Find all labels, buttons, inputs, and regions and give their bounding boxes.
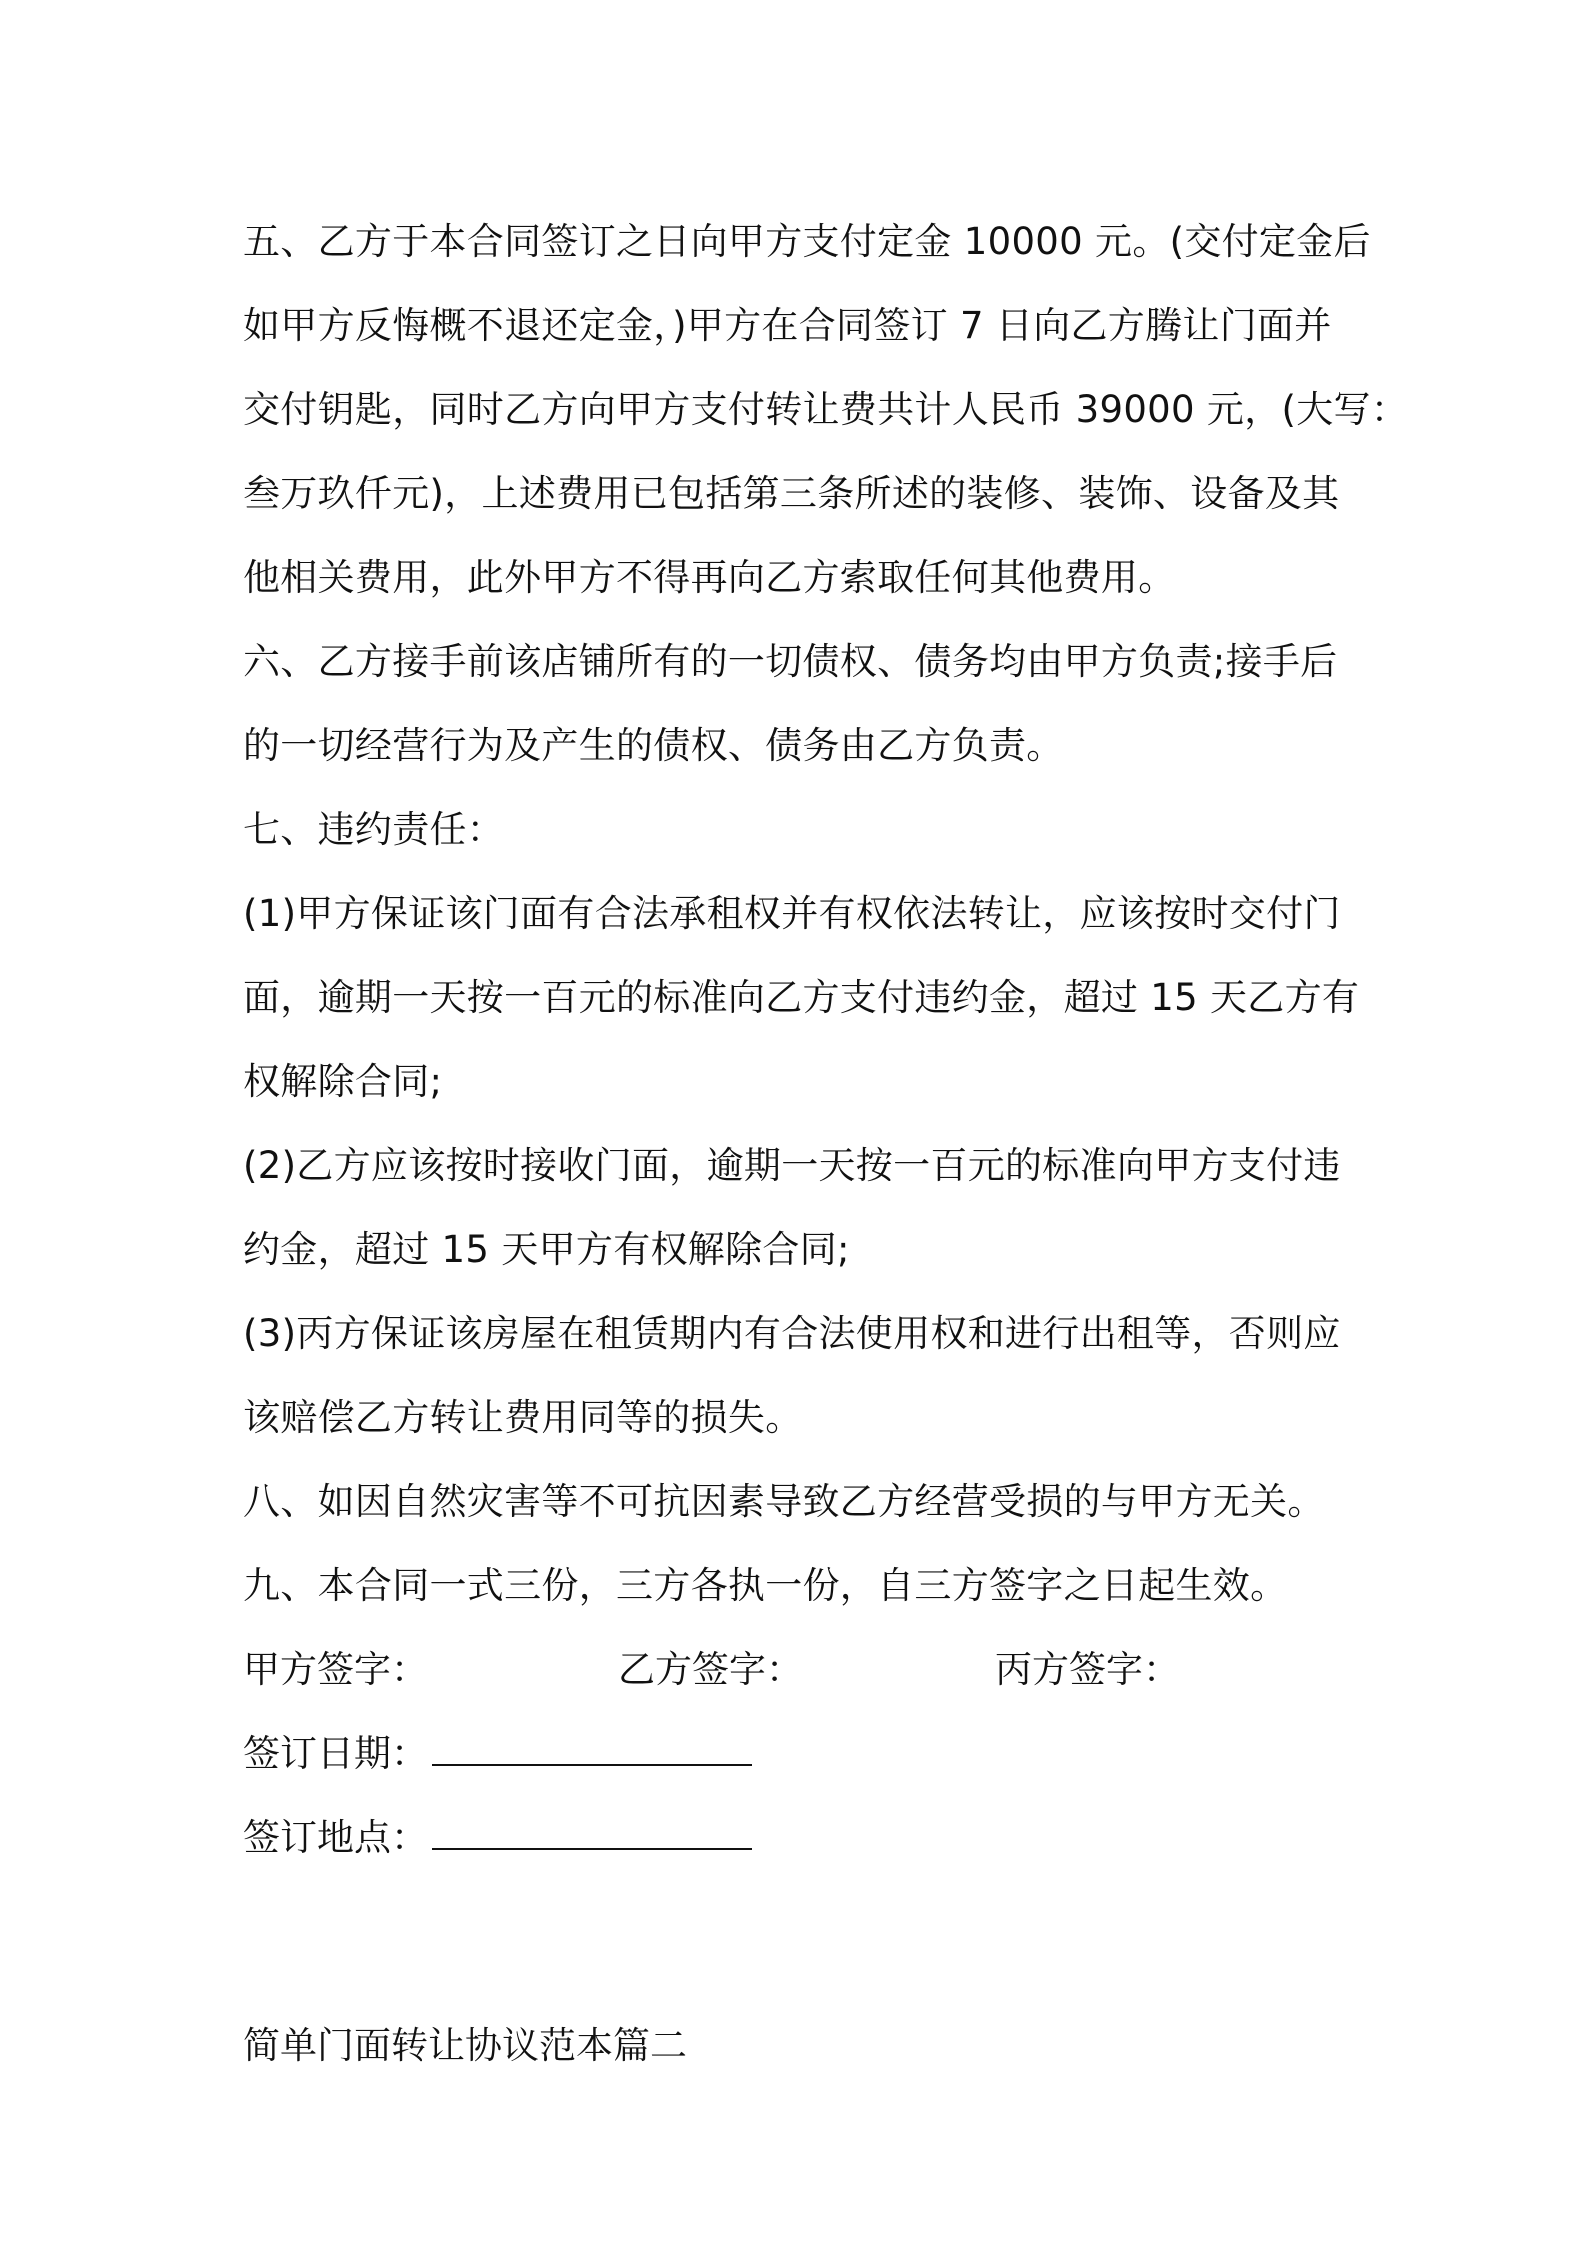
- signing-place-blank-line: [432, 1818, 752, 1850]
- clause-9: [243, 1544, 1353, 1628]
- signing-date-label: 签订日期：: [243, 1732, 428, 1775]
- text-line: 权解除合同;: [243, 1060, 443, 1103]
- party-c-signature-label: 丙方签字：: [995, 1648, 1180, 1691]
- party-a-signature-label: 甲方签字：: [243, 1648, 428, 1691]
- signature-row: [243, 1628, 1353, 1712]
- signing-date-blank-line: [432, 1734, 752, 1766]
- document-body: [243, 200, 1409, 2088]
- clause-7-item-1: [243, 872, 1360, 1124]
- text-line: 的一切经营行为及产生的债权、债务由乙方负责。: [243, 724, 1064, 767]
- text-line: 七、违约责任：: [243, 808, 505, 851]
- text-line: 该赔偿乙方转让费用同等的损失。: [243, 1396, 803, 1439]
- text-line: 九、本合同一式三份，三方各执一份，自三方签字之日起生效。: [243, 1564, 1288, 1607]
- text-line: 他相关费用，此外甲方不得再向乙方索取任何其他费用。: [243, 556, 1176, 599]
- signing-place-row: [243, 1796, 1353, 1880]
- clause-6: [243, 620, 1353, 788]
- text-line: 约金，超过 15 天甲方有权解除合同;: [243, 1228, 850, 1271]
- text-line: (2)乙方应该按时接收门面，逾期一天按一百元的标准向甲方支付违: [243, 1144, 1341, 1187]
- text-line: 如甲方反悔概不退还定金，)甲方在合同签订 7 日向乙方腾让门面并: [243, 304, 1332, 347]
- clause-8: [243, 1460, 1353, 1544]
- text-line: (1)甲方保证该门面有合法承租权并有权依法转让，应该按时交付门: [243, 892, 1341, 935]
- section-spacer: [243, 1880, 1353, 1964]
- party-b-signature-label: 乙方签字：: [618, 1648, 803, 1691]
- text-line: (3)丙方保证该房屋在租赁期内有合法使用权和进行出租等，否则应: [243, 1312, 1341, 1355]
- clause-7-item-2: [243, 1124, 1353, 1292]
- clause-7-heading: [243, 788, 1353, 872]
- text-line: 六、乙方接手前该店铺所有的一切债权、债务均由甲方负责;接手后: [243, 640, 1338, 683]
- text-line: 交付钥匙，同时乙方向甲方支付转让费共计人民币 39000 元，(大写：: [243, 388, 1409, 431]
- text-line: 五、乙方于本合同签订之日向甲方支付定金 10000 元。(交付定金后: [243, 220, 1371, 263]
- text-line: 叁万玖仟元)，上述费用已包括第三条所述的装修、装饰、设备及其: [243, 472, 1340, 515]
- signing-date-row: [243, 1712, 1353, 1796]
- clause-7-item-3: [243, 1292, 1353, 1460]
- text-line: 面，逾期一天按一百元的标准向乙方支付违约金，超过 15 天乙方有: [243, 976, 1360, 1019]
- next-section-title: 简单门面转让协议范本篇二: [243, 2024, 687, 2067]
- signing-place-label: 签订地点：: [243, 1816, 428, 1859]
- clause-5: [243, 200, 1409, 620]
- text-line: 八、如因自然灾害等不可抗因素导致乙方经营受损的与甲方无关。: [243, 1480, 1325, 1523]
